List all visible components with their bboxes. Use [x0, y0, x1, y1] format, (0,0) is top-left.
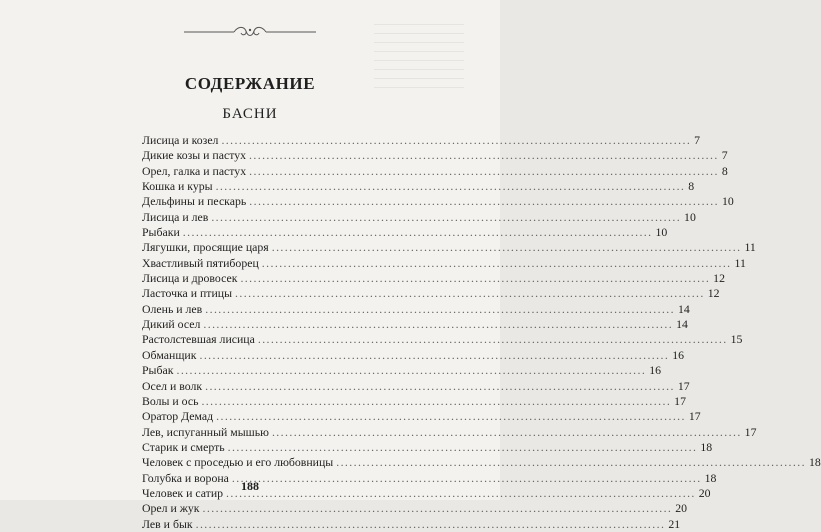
toc-dot-leader [336, 455, 806, 470]
toc-entry-page: 7 [694, 133, 701, 147]
toc-entry-title: Человек с проседью и его любовницы [142, 455, 334, 470]
toc-dot-leader [196, 517, 666, 532]
toc-entry [142, 271, 725, 286]
toc-entry-page: 17 [688, 409, 701, 424]
toc-entry [142, 439, 713, 455]
toc-entry-page: 17 [677, 378, 690, 393]
toc-entry [142, 378, 690, 394]
toc-entry-title: Волы и ось [142, 393, 199, 408]
toc-dot-leader [205, 379, 675, 394]
toc-entry [142, 194, 734, 209]
toc-entry-page: 16 [672, 347, 684, 362]
page-number: 188 [241, 479, 259, 493]
toc-dot-leader [205, 302, 675, 317]
toc-entry-page: 7 [721, 148, 728, 163]
toc-entry [142, 133, 701, 148]
toc-entry-page: 8 [688, 179, 695, 194]
toc-entry [142, 255, 746, 271]
toc-dot-leader [235, 286, 705, 301]
toc-entry-title: Ласточка и птицы [142, 286, 233, 301]
toc-entry-page: 11 [734, 255, 746, 270]
toc-dot-leader [262, 256, 732, 271]
toc-entry-page: 10 [684, 209, 696, 224]
toc-entry-page: 8 [721, 163, 728, 178]
toc-entry-page: 20 [675, 501, 688, 516]
toc-entry-page: 12 [707, 286, 720, 301]
toc-entry-page: 14 [676, 317, 688, 332]
toc-entry-title: Лев, испуганный мышью [142, 424, 269, 439]
toc-dot-leader [272, 425, 742, 440]
toc-entry-title: Дикие козы и пастух [142, 148, 247, 163]
table-of-contents [142, 133, 821, 532]
toc-entry-page: 15 [730, 332, 743, 347]
toc-dot-leader [216, 179, 686, 194]
toc-entry-page: 21 [668, 516, 681, 531]
toc-dot-leader [203, 501, 673, 516]
toc-entry-page: 16 [649, 363, 661, 378]
toc-entry [142, 501, 688, 516]
toc-entry-page: 12 [713, 271, 725, 286]
toc-entry-title: Растолстевшая лисица [142, 332, 255, 347]
section-heading: БАСНИ [222, 106, 278, 122]
toc-entry-page: 14 [677, 301, 690, 316]
toc-entry-title: Обманщик [142, 347, 197, 362]
toc-entry-title: Голубка и ворона [142, 470, 229, 485]
toc-entry [142, 301, 690, 317]
toc-entry-title: Орел и жук [142, 501, 200, 516]
toc-entry [142, 409, 701, 424]
toc-entry-title: Лисица и дровосек [142, 271, 238, 286]
toc-entry-page: 10 [721, 194, 734, 209]
toc-entry-title: Человек и сатир [142, 485, 224, 500]
toc-dot-leader [183, 225, 653, 240]
toc-entry [142, 455, 821, 470]
toc-entry-page: 20 [698, 485, 711, 500]
toc-entry [142, 363, 661, 378]
toc-entry-title: Олень и лев [142, 301, 203, 316]
toc-entry [142, 317, 688, 332]
toc-entry [142, 332, 743, 347]
page-title: СОДЕРЖАНИЕ [184, 74, 316, 93]
decorative-flourish-icon [180, 22, 320, 42]
toc-entry-title: Рыбак [142, 363, 174, 378]
toc-entry-title: Лисица и лев [142, 209, 209, 224]
toc-dot-leader [228, 440, 698, 455]
toc-entry-page: 10 [655, 225, 668, 240]
toc-entry [142, 286, 720, 301]
toc-entry-title: Лисица и козел [142, 133, 219, 147]
toc-entry [142, 163, 728, 179]
toc-entry-page: 11 [744, 240, 756, 255]
toc-entry-page: 18 [700, 439, 713, 454]
toc-entry-title: Старик и смерть [142, 439, 225, 454]
toc-dot-leader [249, 164, 719, 179]
toc-entry-title: Рыбаки [142, 225, 180, 240]
toc-entry-page: 18 [704, 470, 717, 485]
toc-dot-leader [272, 240, 742, 255]
toc-entry-title: Осел и волк [142, 378, 203, 393]
toc-entry-title: Дельфины и пескарь [142, 194, 247, 209]
toc-entry-page: 18 [808, 455, 821, 470]
toc-dot-leader [199, 348, 669, 363]
toc-dot-leader [258, 332, 728, 347]
toc-dot-leader [249, 194, 719, 209]
toc-dot-leader [216, 409, 686, 424]
toc-dot-leader [240, 271, 710, 286]
toc-entry-page: 17 [744, 424, 757, 439]
toc-entry-title: Дикий осел [142, 317, 201, 332]
toc-entry-title: Хвастливый пятиборец [142, 255, 259, 270]
toc-entry [142, 393, 686, 409]
toc-entry [142, 347, 684, 363]
toc-entry [142, 516, 681, 532]
toc-entry-title: Лягушки, просящие царя [142, 240, 269, 255]
toc-dot-leader [203, 317, 673, 332]
toc-dot-leader [176, 363, 646, 378]
toc-entry [142, 148, 728, 163]
toc-entry [142, 424, 757, 440]
toc-dot-leader [249, 148, 719, 163]
toc-entry-title: Лев и бык [142, 516, 193, 531]
toc-entry-title: Кошка и куры [142, 179, 213, 194]
toc-entry [142, 209, 696, 225]
toc-entry [142, 240, 756, 255]
toc-entry-page: 17 [674, 393, 686, 408]
toc-entry-title: Орел, галка и пастух [142, 163, 247, 178]
toc-entry [142, 179, 695, 194]
toc-entry [142, 225, 668, 240]
toc-dot-leader [201, 394, 671, 409]
toc-dot-leader [221, 133, 691, 148]
toc-dot-leader [211, 210, 681, 225]
toc-entry-title: Оратор Демад [142, 409, 214, 424]
